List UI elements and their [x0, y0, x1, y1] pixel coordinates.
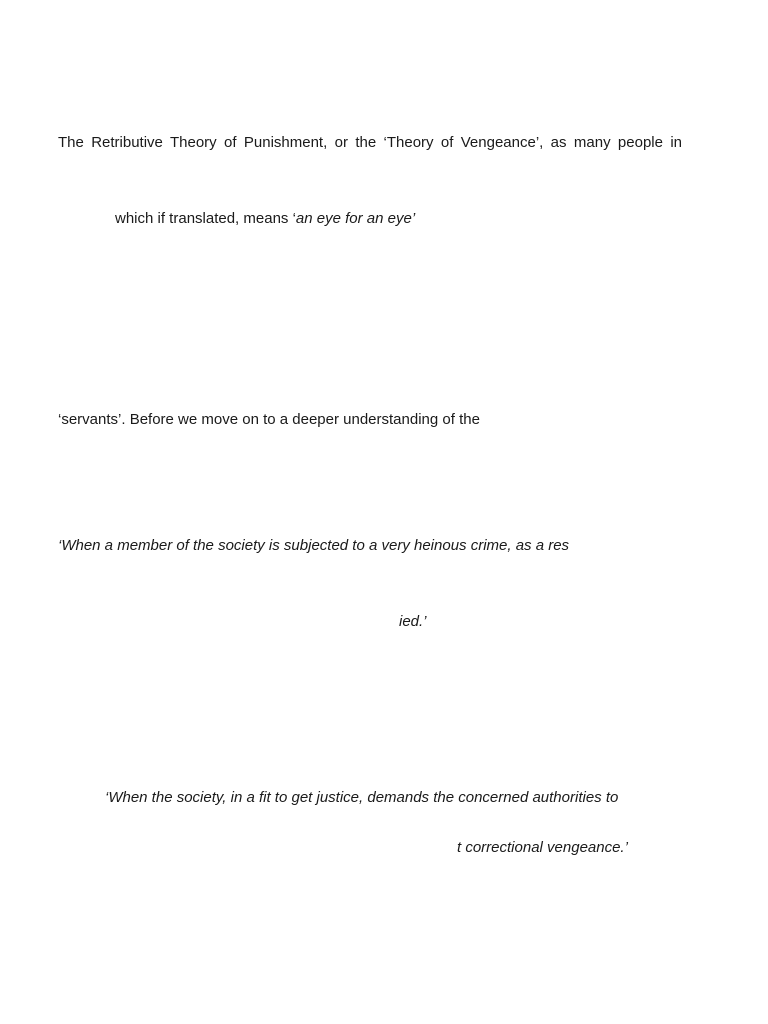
paragraph-line-translation [115, 210, 415, 228]
eye-for-eye-phrase: an eye for an eye’ [295, 210, 416, 227]
quote-society-justice-line1: ‘When the society, in a fit to get justice, demands the concerned authorities to [105, 789, 619, 806]
quote-society-crime-line2: ied.’ [399, 613, 427, 630]
quote-society-crime-line1: ‘When a member of the society is subjected to a very heinous crime, as a res [58, 537, 570, 554]
paragraph-line-servants: ‘servants’. Before we move on to a deeper understanding of the [58, 411, 480, 428]
paragraph-line-theory-intro: The Retributive Theory of Punishment, or the ‘Theory of Vengeance’, as many people in [58, 134, 682, 151]
translation-text: which if translated, means ‘ [115, 210, 296, 227]
quote-society-justice-line2: t correctional vengeance.’ [457, 839, 628, 856]
